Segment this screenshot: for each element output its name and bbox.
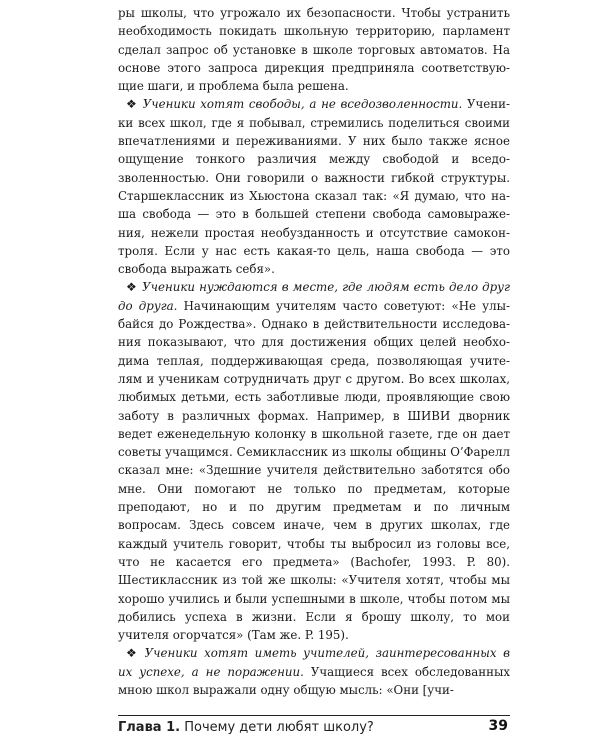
paragraph-3-text: Начинающим учителям часто советуют: «Не улыбайся до Рождества». Однако в действительности исследования показывают, что для достижения общих целей необходима теплая, поддерживающая среда, позволяющая учителям и ученикам сотрудничать друг с другом. Во всех школах, любимых детьми, есть заботливые люди, проявляющие свою заботу в различных формах. Например, в ШИВИ дворник ведет еженедельную колонку в школьной газете, где он дает советы учащимся. Семиклассник из школы общины О’Фарелл сказал мне: «Здешние учителя действительно заботятся обо мне. Они помогают не только по предметам, которые преподают, но и по другим предметам и по личным вопросам. Здесь совсем иначе, чем в других школах, где каждый учитель говорит, чтобы ты выбросил из головы все, что не касается его предмета» (Bachofer, 1993. P. 80). Шестиклассник из той же школы: «Учителя хотят, чтобы мы хорошо учились и были успешными в школе, чтобы потом мы добились успеха в жизни. Если я брошу школу, то мои учителя огорчатся» (Там же. P. 195). (118, 298, 510, 643)
bullet-icon: ❖ (126, 280, 138, 295)
bullet-icon: ❖ (126, 97, 138, 112)
paragraph-4-heading: Ученики хотят иметь учителей, заинтересованных в их успехе, а не поражении. (118, 646, 510, 679)
running-header-chapter (118, 720, 374, 735)
paragraph-2-text: Ученики всех школ, где я побывал, стремились поделиться своими впечатлениями и переживаниями. У них было также ясное ощущение тонкого различия между свободой и вседозволенностью. Они говорили о важности гибкой структуры. Старшеклассник из Хьюстона сказал так: «Я думаю, что наша свобода — это в большей степени свобода самовыражения, нежели простая необузданность и отсутствие самоконтроля. Если у нас есть какая-то цель, наша свобода — это свобода выражать себя». (118, 97, 510, 277)
paragraph-2 (118, 95, 510, 278)
page-number: 39 (488, 718, 508, 734)
bullet-icon: ❖ (126, 646, 140, 661)
paragraph-3 (118, 278, 510, 644)
paragraph-1 (118, 4, 510, 95)
body-text (118, 4, 510, 699)
paragraph-1-text: ры школы, что угрожало их безопасности. Чтобы устранить необходимость покидать школьную территорию, парламент сделал запрос об установке в школе торговых автоматов. На основе этого запроса дирекция предприняла соответствующие шаги, и проблема была решена. (118, 6, 510, 94)
paragraph-4-text: Учащиеся всех обследованных мною школ выражали одну общую мысль: «Они [учи- (118, 664, 511, 697)
paragraph-3-heading: Ученики нуждаются в месте, где людям есть дело друг до друга. (118, 280, 510, 313)
paragraph-2-heading: Ученики хотят свободы, а не вседозволенности. (142, 97, 463, 112)
page-footer (118, 715, 510, 742)
chapter-title: Почему дети любят школу? (180, 720, 374, 735)
chapter-label: Глава 1. (118, 720, 181, 735)
paragraph-4 (118, 644, 510, 699)
